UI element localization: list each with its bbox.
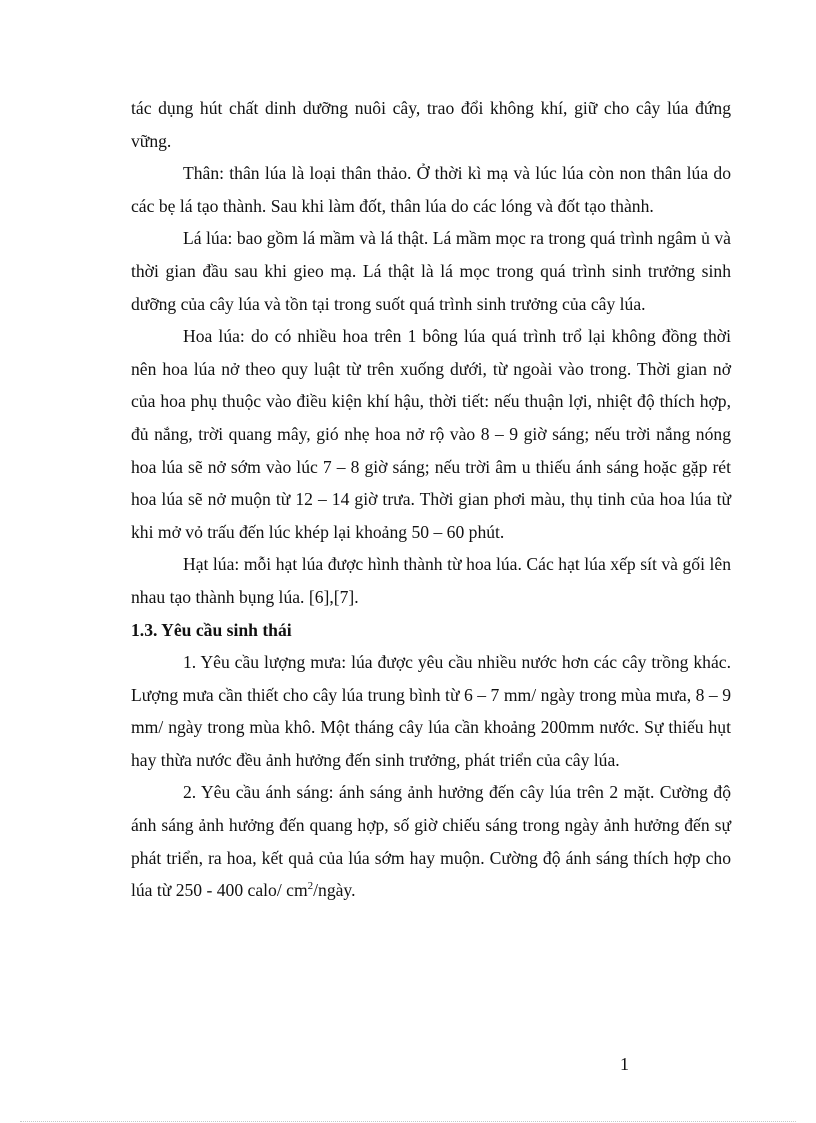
page-content [131,92,731,907]
paragraph-stem: Thân: thân lúa là loại thân thảo. Ở thời kì mạ và lúc lúa còn non thân lúa do các bẹ lá tạo thành. Sau khi làm đốt, thân lúa do các lóng và đốt tạo thành. [131,163,731,216]
paragraph-roots-continued: tác dụng hút chất dinh dưỡng nuôi cây, trao đổi không khí, giữ cho cây lúa đứng vững. [131,98,731,151]
page-bottom-divider [20,1121,796,1122]
page-number: 1 [620,1054,629,1074]
paragraph-light-tail: /ngày. [313,880,356,901]
paragraph-rainfall: 1. Yêu cầu lượng mưa: lúa được yêu cầu nhiều nước hơn các cây trồng khác. Lượng mưa cần thiết cho cây lúa trung bình từ 6 – 7 mm/ ngày trong mùa mưa, 8 – 9 mm/ ngày trong mùa khô. Một tháng cây lúa cần khoảng 200mm nước. Sự thiếu hụt hay thừa nước đều ảnh hưởng đến sinh trưởng, phát triển của cây lúa. [131,652,731,770]
paragraph-light [131,776,731,906]
paragraph-leaf: Lá lúa: bao gồm lá mầm và lá thật. Lá mầm mọc ra trong quá trình ngâm ủ và thời gian đầu sau khi gieo mạ. Lá thật là lá mọc trong quá trình sinh trưởng sinh dưỡng của cây lúa và tồn tại trong suốt quá trình sinh trưởng của cây lúa. [131,228,731,314]
paragraph-light-text: 2. Yêu cầu ánh sáng: ánh sáng ảnh hưởng đến cây lúa trên 2 mặt. Cường độ ánh sáng ảnh hưởng đến quang hợp, số giờ chiếu sáng trong ngày ảnh hưởng đến sự phát triển, ra hoa, kết quả của lúa sớm hay muộn. Cường độ ánh sáng thích hợp cho lúa từ 250 - 400 calo/ cm [131,782,731,901]
paragraph-grain: Hạt lúa: mỗi hạt lúa được hình thành từ hoa lúa. Các hạt lúa xếp sít và gối lên nhau tạo thành bụng lúa. [6],[7]. [131,554,731,607]
section-heading: 1.3. Yêu cầu sinh thái [131,619,292,640]
paragraph-flower: Hoa lúa: do có nhiều hoa trên 1 bông lúa quá trình trổ lại không đồng thời nên hoa lúa nở theo quy luật từ trên xuống dưới, từ ngoài vào trong. Thời gian nở của hoa phụ thuộc vào điều kiện khí hậu, thời tiết: nếu thuận lợi, nhiệt độ thích hợp, đủ nắng, trời quang mây, gió nhẹ hoa nở rộ vào 8 – 9 giờ sáng; nếu trời nắng nóng hoa lúa sẽ nở sớm vào lúc 7 – 8 giờ sáng; nếu trời âm u thiếu ánh sáng hoặc gặp rét hoa lúa sẽ nở muộn từ 12 – 14 giờ trưa. Thời gian phơi màu, thụ tinh của hoa lúa từ khi mở vỏ trấu đến lúc khép lại khoảng 50 – 60 phút. [131,326,731,542]
superscript-two: 2 [307,880,314,893]
